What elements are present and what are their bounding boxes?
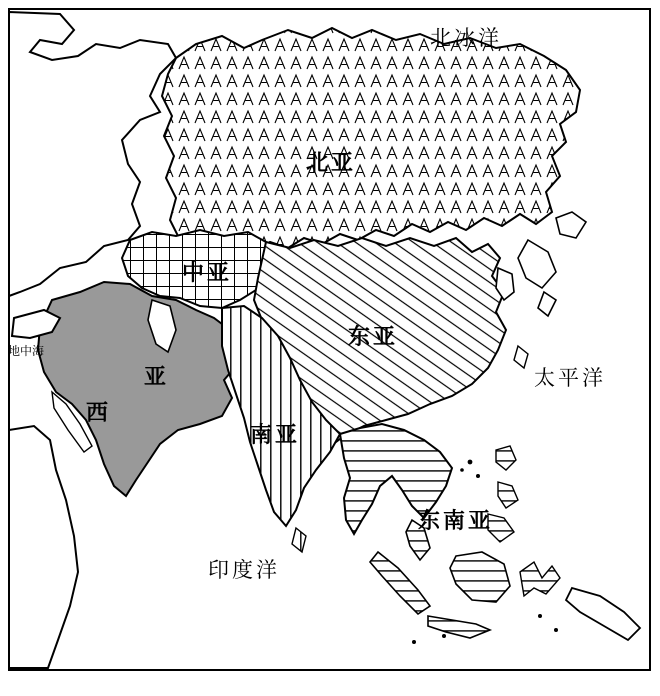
label-east-asia: 东亚 bbox=[348, 324, 399, 349]
label-west-asia-part1: 亚 bbox=[144, 364, 170, 389]
label-arctic-ocean: 北冰洋 bbox=[430, 27, 502, 50]
label-west-asia-part2: 西 bbox=[86, 400, 112, 425]
label-pacific-ocean: 太平洋 bbox=[534, 367, 606, 390]
map-frame-border bbox=[8, 8, 651, 671]
label-indian-ocean: 印度洋 bbox=[208, 559, 280, 582]
label-north-asia: 北亚 bbox=[306, 150, 357, 175]
label-central-asia: 中亚 bbox=[182, 260, 233, 285]
label-south-asia: 南亚 bbox=[250, 422, 301, 447]
label-mediterranean-sea: 地中海 bbox=[8, 344, 45, 358]
label-southeast-asia: 东南亚 bbox=[418, 508, 494, 533]
